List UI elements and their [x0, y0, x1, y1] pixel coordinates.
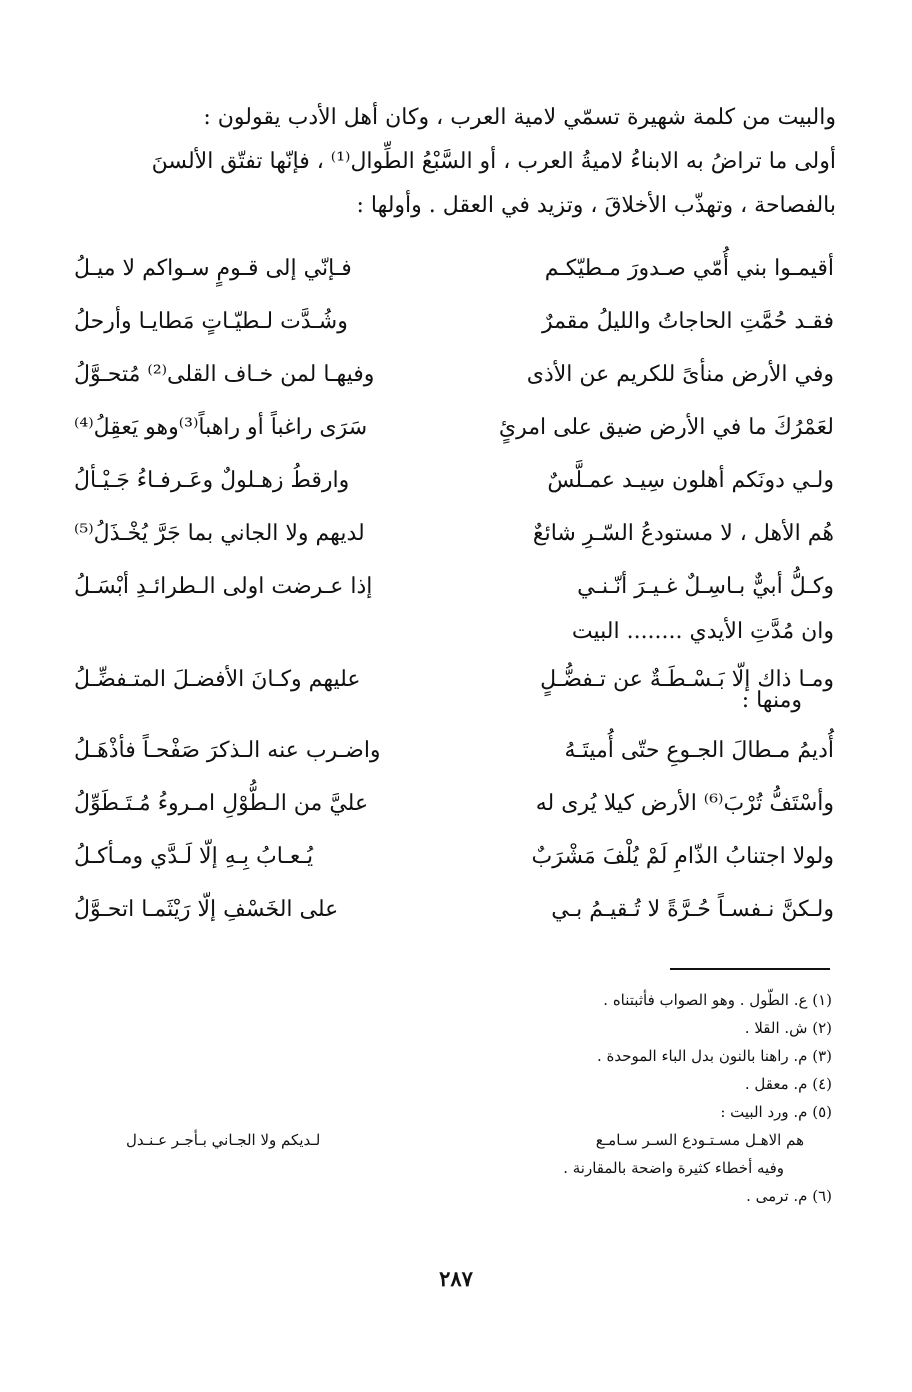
- poem-verses-first: [74, 246, 834, 710]
- second-hemistich: عليَّ من الـطُّوْلِ امـروءُ مُـتَـطَوِّلُ: [74, 791, 369, 816]
- second-hemistich: إذا عـرضت اولى الـطرائـدِ أبْسَـلُ: [74, 574, 373, 599]
- verse: [74, 564, 834, 617]
- footnote-second-hemistich: لـديكم ولا الجـاني بـأجـر عـنـدل: [126, 1131, 321, 1149]
- second-hemistich: لديهم ولا الجاني بما جَرَّ يُخْـذَلُ⁽⁵⁾: [74, 521, 365, 546]
- verse: [74, 781, 834, 834]
- partial-verse: [74, 617, 834, 657]
- first-hemistich: أقيمـوا بني أُمّي صـدورَ مـطيّكـم: [544, 256, 834, 281]
- footnote: (٤) م. معقل .: [744, 1075, 832, 1093]
- verse: [74, 458, 834, 511]
- partial-verse-text: وان مُدَّتِ الأيدي ........ البيت: [571, 619, 834, 644]
- second-hemistich: عليهم وكـانَ الأفضـلَ المتـفضِّـلُ: [74, 667, 361, 692]
- second-hemistich: واضـرب عنه الـذكرَ صَفْحـاً فأذْهَـلُ: [74, 738, 381, 763]
- intro-paragraph: [76, 96, 836, 228]
- second-hemistich: وشُـدَّت لـطيّـاتٍ مَطايـا وأرحلُ: [74, 309, 348, 334]
- page-number: ٢٨٧: [439, 1266, 473, 1291]
- verse: [74, 728, 834, 781]
- first-hemistich: لعَمْرُكَ ما في الأرض ضيق على امرئٍ: [498, 415, 834, 440]
- second-hemistich: سَرَى راغباً أو راهباً⁽³⁾وهو يَعقِلُ⁽⁴⁾: [74, 415, 368, 440]
- verse: [74, 887, 834, 940]
- footnote: (٢) ش. القلا .: [744, 1019, 832, 1037]
- footnote: (٣) م. راهنا بالنون بدل الباء الموحدة .: [597, 1047, 832, 1065]
- second-hemistich: على الخَسْفِ إلّا رَيْثَمـا اتحـوَّلُ: [74, 897, 339, 922]
- intro-line: بالفصاحة ، وتهذّب الأخلاقَ ، وتزيد في العقل . وأولها :: [356, 193, 836, 218]
- first-hemistich: وأسْتَفُّ تُرْبَ⁽⁶⁾ الأرض كيلا يُرى له: [535, 791, 834, 816]
- second-hemistich: وارقطُ زهـلولٌ وعَـرفـاءُ جَـيْـألُ: [74, 468, 350, 493]
- footnote-separator: [670, 968, 830, 970]
- verse: [74, 405, 834, 458]
- first-hemistich: ولولا اجتنابُ الذّامِ لَمْ يُلْفَ مَشْرَبٌ: [531, 844, 834, 869]
- second-hemistich: فـإنّي إلى قـومٍ سـواكم لا ميـلُ: [74, 256, 352, 281]
- verse: [74, 511, 834, 564]
- first-hemistich: وفي الأرض منأىً للكريم عن الأذى: [526, 362, 834, 387]
- second-hemistich: وفيهـا لمن خـاف القلى⁽²⁾ مُتحـوَّلُ: [74, 362, 375, 387]
- poem-verses-second: [74, 728, 834, 940]
- section-label: ومنها :: [741, 688, 802, 713]
- footnote: (١) ع. الطّول . وهو الصواب فأثبتناه .: [603, 991, 832, 1009]
- footnote-first-hemistich: هم الاهـل مسـتـودع السـر سـامـع: [595, 1131, 804, 1149]
- verse: [74, 299, 834, 352]
- footnote: (٦) م. ترمى .: [746, 1187, 832, 1205]
- footnote: (٥) م. ورد البيت :: [720, 1103, 832, 1121]
- verse: [74, 352, 834, 405]
- footnote: وفيه أخطاء كثيرة واضحة بالمقارنة .: [563, 1159, 784, 1177]
- first-hemistich: هُم الأهل ، لا مستودعُ السّـرِ شائعٌ: [532, 521, 834, 546]
- first-hemistich: ولـي دونَكم أهلون سِيـد عمـلَّسٌ: [547, 468, 834, 493]
- intro-line: أولى ما تراضُ به الابناءُ لاميةُ العرب ، أو السَّبْعُ الطِّوال⁽¹⁾ ، فإنّها تفتّق الألسنَ: [151, 149, 836, 174]
- first-hemistich: ومـا ذاك إلّا بَـسْـطَـةٌ عن تـفضُّـلٍ: [540, 667, 834, 692]
- first-hemistich: ولـكنَّ نـفسـاً حُـرَّةً لا تُـقيـمُ بـي: [551, 897, 834, 922]
- verse: [74, 246, 834, 299]
- verse: [74, 657, 834, 710]
- first-hemistich: أُديمُ مـطالَ الجـوعِ حتّى أُميتَـهُ: [564, 738, 834, 763]
- footnotes: [72, 986, 832, 1210]
- second-hemistich: يُـعـابُ بِـهِ إلّا لَـدَّي ومـأكـلُ: [74, 844, 314, 869]
- first-hemistich: فقـد حُمَّتِ الحاجاتُ والليلُ مقمرٌ: [541, 309, 834, 334]
- verse: [74, 834, 834, 887]
- first-hemistich: وكـلُّ أبيٌّ بـاسِـلٌ غـيـرَ أنّـنـي: [577, 574, 834, 599]
- footnote-verse: [72, 1126, 832, 1154]
- intro-line: والبيت من كلمة شهيرة تسمّي لامية العرب ، وكان أهل الأدب يقولون :: [203, 105, 836, 130]
